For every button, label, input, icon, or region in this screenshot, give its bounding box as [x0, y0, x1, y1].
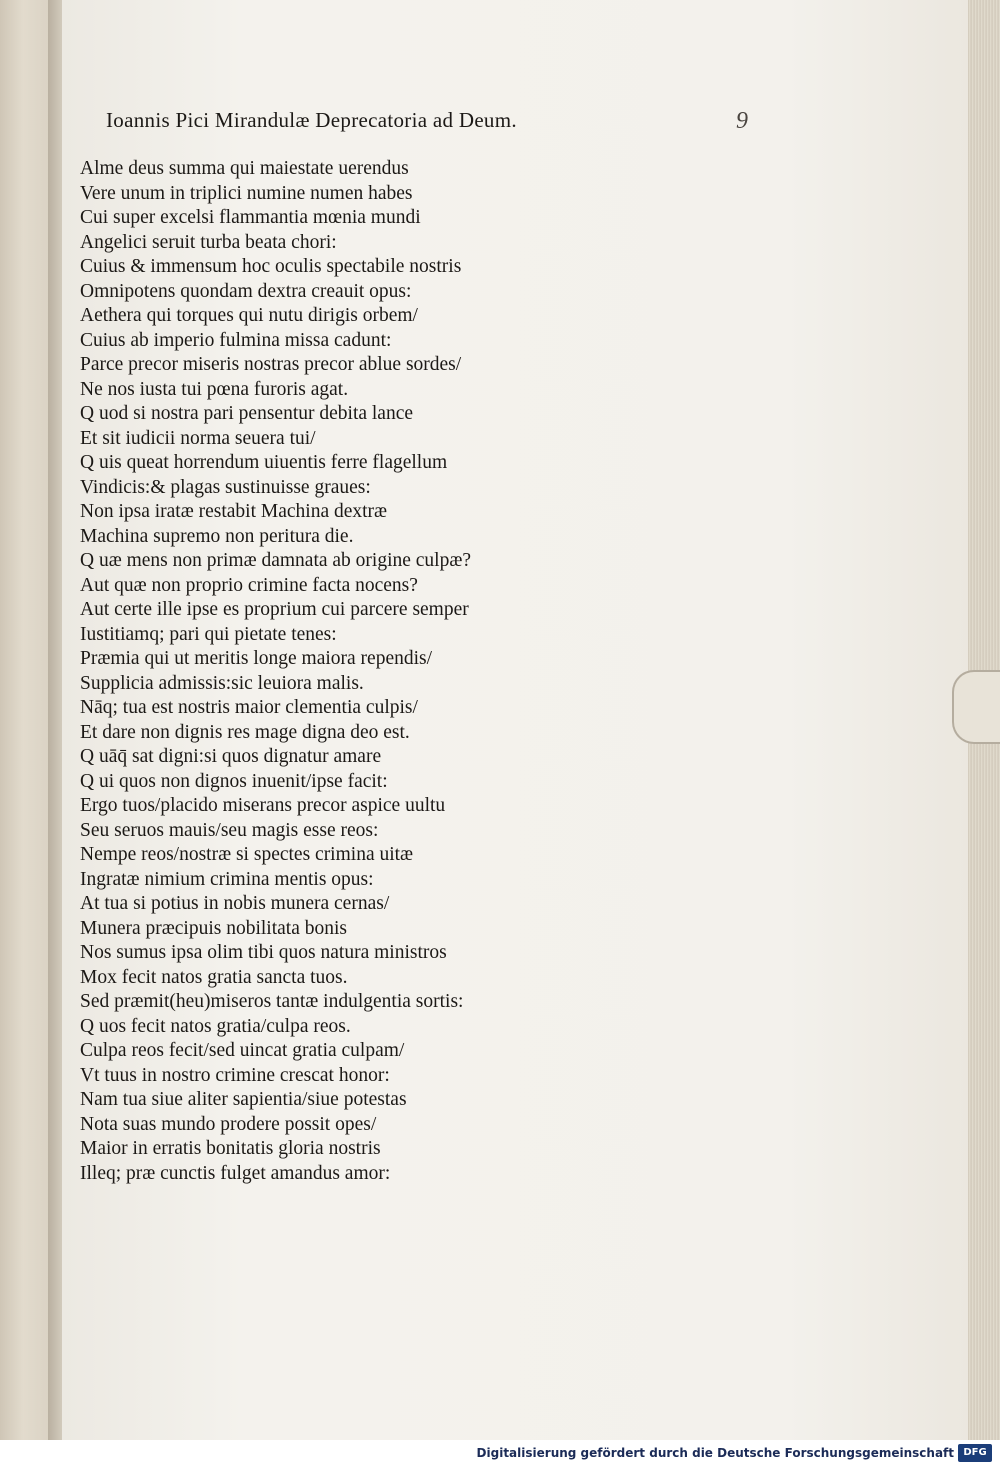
verse-line: Aut certe ille ipse es proprium cui parcere semper	[80, 599, 469, 620]
verse-line: Et dare non dignis res mage digna deo est.	[80, 721, 410, 743]
verse-line: Aethera qui torques qui nutu dirigis orbem/	[80, 305, 418, 326]
verse-line: Illeq; præ cunctis fulget amandus amor:	[80, 1162, 391, 1184]
page-content	[80, 108, 780, 1186]
verse-line: Alme deus summa qui maiestate uerendus	[80, 158, 409, 179]
verse-line: Vt tuus in nostro crimine crescat honor:	[80, 1064, 390, 1086]
verse-line: Cuius & immensum hoc oculis spectabile nostris	[80, 256, 462, 277]
verse-line: Nempe reos/nostræ si spectes crimina uitæ	[80, 844, 414, 865]
verse-block	[80, 157, 780, 1186]
verse-line: Angelici seruit turba beata chori:	[80, 231, 337, 253]
footer-credit: Digitalisierung gefördert durch die Deutsche Forschungsgemeinschaft	[476, 1446, 954, 1460]
verse-line: Ne nos iusta tui pœna furoris agat.	[80, 378, 349, 400]
verse-line: Præmia qui ut meritis longe maiora rependis/	[80, 648, 433, 669]
verse-line: Parce precor miseris nostras precor ablue sordes/	[80, 354, 462, 375]
verse-line: Q ui quos non dignos inuenit/ipse facit:	[80, 770, 388, 792]
verse-line: Omnipotens quondam dextra creauit opus:	[80, 280, 412, 302]
verse-line: Q uis queat horrendum uiuentis ferre flagellum	[80, 452, 448, 473]
verse-line: Cuius ab imperio fulmina missa cadunt:	[80, 329, 392, 351]
verse-line: Ergo tuos/placido miserans precor aspice uultu	[80, 795, 446, 816]
verse-line: Machina supremo non peritura die.	[80, 525, 354, 547]
verse-line: Vere unum in triplici numine numen habes	[80, 182, 413, 204]
verse-line: Iustitiamq; pari qui pietate tenes:	[80, 623, 337, 645]
verse-line: Munera præcipuis nobilitata bonis	[80, 917, 348, 939]
verse-line: Ingratæ nimium crimina mentis opus:	[80, 868, 374, 890]
page-clip	[952, 670, 1000, 744]
verse-line: Maior in erratis bonitatis gloria nostris	[80, 1138, 381, 1159]
verse-line: Seu seruos mauis/seu magis esse reos:	[80, 819, 379, 841]
verse-line: Q uod si nostra pari pensentur debita lance	[80, 403, 414, 424]
verse-line: Nāq; tua est nostris maior clementia culpis/	[80, 697, 418, 718]
verse-line: Mox fecit natos gratia sancta tuos.	[80, 966, 348, 988]
verse-line: Nota suas mundo prodere possit opes/	[80, 1113, 377, 1135]
verse-line: Q uos fecit natos gratia/culpa reos.	[80, 1015, 351, 1037]
verse-line: Et sit iudicii norma seuera tui/	[80, 427, 316, 449]
verse-line: Supplicia admissis:sic leuiora malis.	[80, 672, 364, 694]
verse-line: Vindicis:& plagas sustinuisse graues:	[80, 476, 371, 498]
verse-line: Aut quæ non proprio crimine facta nocens?	[80, 574, 418, 596]
verse-line: Cui super excelsi flammantia mœnia mundi	[80, 207, 421, 228]
verse-line: Non ipsa iratæ restabit Machina dextræ	[80, 501, 388, 522]
page-title: Ioannis Pici Mirandulæ Deprecatoria ad Deum.	[106, 108, 517, 132]
verse-line: Culpa reos fecit/sed uincat gratia culpam/	[80, 1040, 405, 1061]
verse-line: Q uæ mens non primæ damnata ab origine culpæ?	[80, 550, 472, 571]
verse-line: Nos sumus ipsa olim tibi quos natura ministros	[80, 942, 447, 963]
verse-line: Nam tua siue aliter sapientia/siue potestas	[80, 1089, 407, 1110]
verse-line: At tua si potius in nobis munera cernas/	[80, 893, 390, 914]
folio-number: 9	[736, 108, 748, 134]
verse-line: Q uāq̄ sat digni:si quos dignatur amare	[80, 746, 382, 767]
dfg-logo-icon: DFG	[958, 1444, 992, 1462]
verse-line: Sed præmit(heu)miseros tantæ indulgentia sortis:	[80, 991, 464, 1012]
